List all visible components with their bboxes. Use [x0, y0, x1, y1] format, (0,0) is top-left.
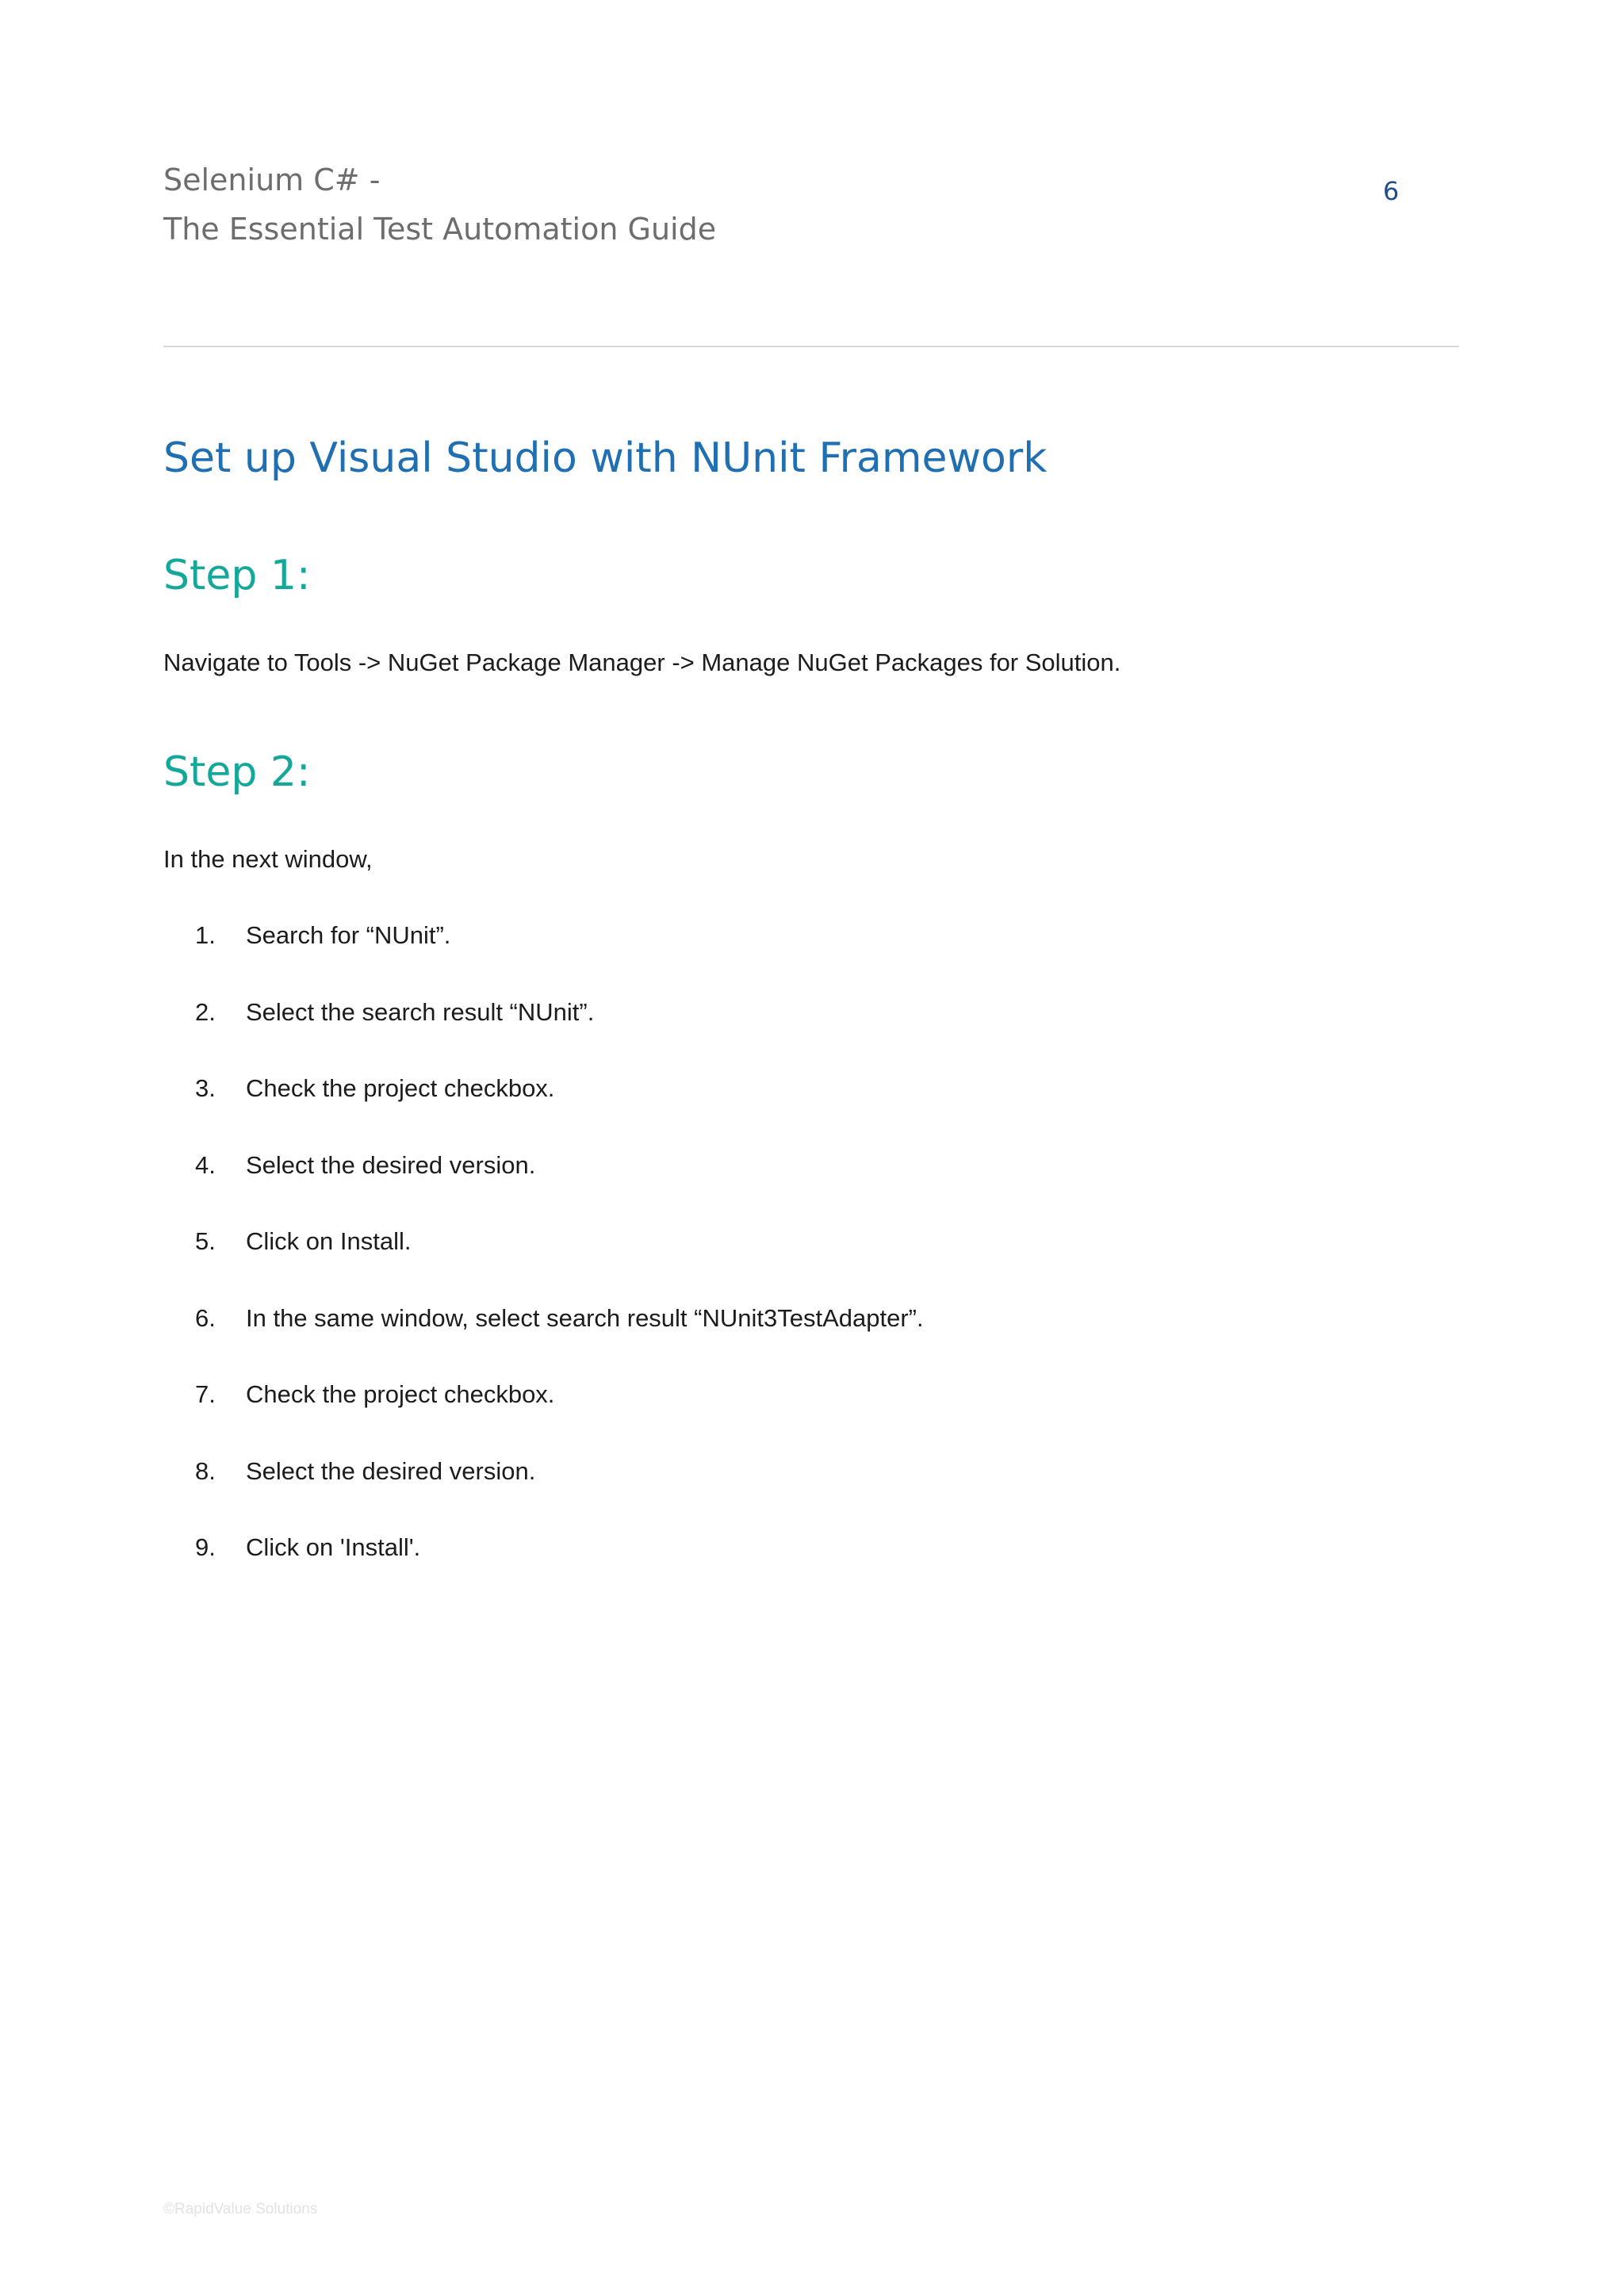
- list-item-text: Check the project checkbox.: [246, 1074, 555, 1102]
- list-item: [195, 1151, 924, 1228]
- list-item: [195, 1074, 924, 1151]
- list-item-number: 1.: [195, 921, 216, 949]
- document-header: [163, 155, 716, 254]
- list-item-text: Select the search result “NUnit”.: [246, 997, 595, 1026]
- list-item-number: 6.: [195, 1303, 216, 1332]
- list-item: [195, 1533, 924, 1610]
- list-item-number: 9.: [195, 1533, 216, 1561]
- list-item: [195, 921, 924, 998]
- list-item: [195, 1457, 924, 1534]
- list-item-text: In the same window, select search result “NUnit3TestAdapter”.: [246, 1303, 924, 1332]
- step2-list: [195, 921, 924, 1610]
- list-item-text: Click on 'Install'.: [246, 1533, 421, 1561]
- list-item: [195, 998, 924, 1075]
- list-item-number: 3.: [195, 1074, 216, 1102]
- list-item: [195, 1304, 924, 1381]
- list-item-text: Check the project checkbox.: [246, 1380, 555, 1408]
- header-divider: [163, 346, 1459, 347]
- list-item: [195, 1227, 924, 1304]
- header-title-line1: Selenium C# -: [163, 163, 381, 197]
- list-item-text: Search for “NUnit”.: [246, 921, 451, 949]
- section-title: Set up Visual Studio with NUnit Framework: [163, 434, 1048, 482]
- list-item-text: Select the desired version.: [246, 1150, 536, 1179]
- list-item-text: Click on Install.: [246, 1227, 412, 1255]
- list-item-number: 4.: [195, 1150, 216, 1179]
- list-item-number: 7.: [195, 1380, 216, 1408]
- list-item-number: 2.: [195, 997, 216, 1026]
- page-number: 6: [1383, 176, 1400, 206]
- list-item-number: 5.: [195, 1227, 216, 1255]
- step1-instruction: Navigate to Tools -> NuGet Package Manager -> Manage NuGet Packages for Solution.: [163, 649, 1121, 676]
- header-title-line2: The Essential Test Automation Guide: [163, 212, 717, 247]
- step2-intro: In the next window,: [163, 845, 373, 873]
- step2-heading: Step 2:: [163, 748, 311, 796]
- list-item-number: 8.: [195, 1456, 216, 1485]
- step1-heading: Step 1:: [163, 552, 311, 599]
- footer-copyright: ©RapidValue Solutions: [163, 2201, 318, 2218]
- list-item-text: Select the desired version.: [246, 1456, 536, 1485]
- list-item: [195, 1380, 924, 1457]
